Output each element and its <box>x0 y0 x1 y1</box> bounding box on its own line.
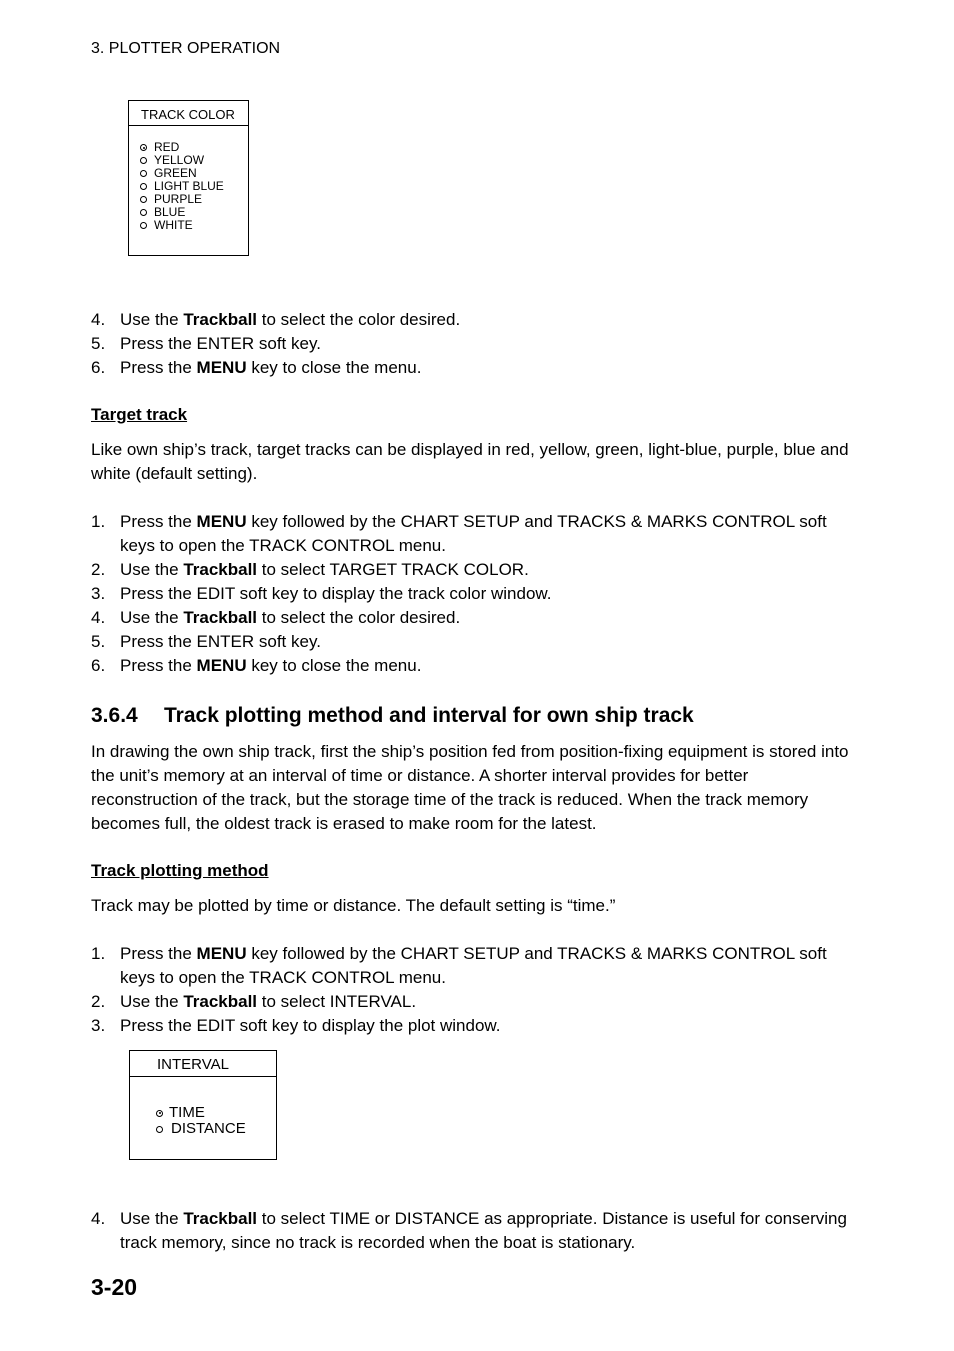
radio-label: BLUE <box>154 205 186 219</box>
item-text: Press the <box>120 358 197 377</box>
radio-label: PURPLE <box>154 192 203 206</box>
item-text: to select the color desired. <box>257 608 461 627</box>
radio-icon <box>140 183 147 190</box>
track-color-title: TRACK COLOR <box>129 101 248 126</box>
item-number: 3. <box>91 1016 106 1035</box>
item-text: to select the color desired. <box>257 310 461 329</box>
list-item <box>91 630 851 654</box>
radio-selected-icon <box>156 1110 163 1117</box>
interval-title: INTERVAL <box>130 1051 276 1077</box>
item-text: Press the ENTER soft key. <box>120 632 321 651</box>
list-item <box>91 356 851 380</box>
item-number: 6. <box>91 656 106 675</box>
list-item <box>91 942 851 990</box>
item-number: 2. <box>91 992 106 1011</box>
list-item <box>91 654 851 678</box>
target-track-heading: Target track <box>91 405 188 424</box>
item-text: key followed by the CHART SETUP and TRACKS & MARKS CONTROL soft keys to open the TRACK CONTROL menu. <box>120 944 827 987</box>
item-text: Use the <box>120 560 184 579</box>
radio-label: YELLOW <box>154 153 205 167</box>
item-bold: Trackball <box>183 608 258 627</box>
item-number: 4. <box>91 310 106 329</box>
item-text: to select INTERVAL. <box>257 992 417 1011</box>
item-number: 4. <box>91 608 106 627</box>
list-item <box>91 582 851 606</box>
item-text: Use the <box>120 992 184 1011</box>
section-title: Track plotting method and interval for own ship track <box>164 704 694 727</box>
interval-options <box>130 1077 276 1137</box>
item-bold: Trackball <box>183 992 258 1011</box>
radio-icon <box>156 1126 163 1133</box>
interval-window <box>129 1050 277 1160</box>
page-number: 3-20 <box>91 1274 138 1300</box>
item-text: Use the <box>120 310 184 329</box>
section-heading <box>91 704 694 728</box>
item-number: 6. <box>91 358 106 377</box>
list-item <box>91 1207 851 1255</box>
item-text: Press the <box>120 944 197 963</box>
item-text: key followed by the CHART SETUP and TRACKS & MARKS CONTROL soft keys to open the TRACK CONTROL menu. <box>120 512 827 555</box>
section-number: 3.6.4 <box>91 704 138 727</box>
list-item <box>91 606 851 630</box>
track-color-window <box>128 100 249 256</box>
item-number: 5. <box>91 334 106 353</box>
item-number: 5. <box>91 632 106 651</box>
item-number: 1. <box>91 944 106 963</box>
running-header: 3. PLOTTER OPERATION <box>91 40 281 57</box>
list-item <box>91 558 851 582</box>
list-item <box>91 308 851 332</box>
item-number: 3. <box>91 584 106 603</box>
item-text: Use the <box>120 1209 184 1228</box>
radio-icon <box>140 196 147 203</box>
radio-option[interactable] <box>156 1105 276 1121</box>
item-number: 1. <box>91 512 106 531</box>
item-number: 4. <box>91 1209 106 1228</box>
list-item <box>91 990 851 1014</box>
radio-label: GREEN <box>154 166 197 180</box>
item-text: key to close the menu. <box>246 358 422 377</box>
radio-label: RED <box>154 140 180 154</box>
item-text: Press the <box>120 512 197 531</box>
target-track-steps <box>91 510 851 678</box>
radio-selected-icon <box>140 144 147 151</box>
item-text: key to close the menu. <box>246 656 422 675</box>
radio-label: LIGHT BLUE <box>154 179 224 193</box>
list-item <box>91 332 851 356</box>
item-bold: MENU <box>196 512 247 531</box>
radio-option[interactable] <box>156 1121 276 1137</box>
item-bold: Trackball <box>183 1209 258 1228</box>
radio-icon <box>140 157 147 164</box>
list-item <box>91 510 851 558</box>
item-text: to select TARGET TRACK COLOR. <box>257 560 529 579</box>
item-bold: MENU <box>196 358 247 377</box>
track-color-options <box>129 126 248 232</box>
item-bold: MENU <box>196 656 247 675</box>
radio-icon <box>140 209 147 216</box>
target-track-intro: Like own ship’s track, target tracks can be displayed in red, yellow, green, light-blue, purple, blue and white (default setting). <box>91 440 849 483</box>
radio-label: DISTANCE <box>171 1120 246 1137</box>
steps-list-b <box>91 1207 851 1255</box>
plotting-method-intro: Track may be plotted by time or distance. The default setting is “time.” <box>91 896 616 915</box>
item-bold: Trackball <box>183 310 258 329</box>
item-bold: MENU <box>196 944 247 963</box>
item-number: 2. <box>91 560 106 579</box>
steps-list-a <box>91 308 851 380</box>
item-text: Use the <box>120 608 184 627</box>
radio-label: WHITE <box>154 218 193 232</box>
item-text: to select TIME or DISTANCE as appropriate. Distance is useful for conserving track memory, since no track is recorded when the boat is stationary. <box>120 1209 847 1252</box>
plotting-method-heading: Track plotting method <box>91 861 269 880</box>
item-text: Press the ENTER soft key. <box>120 334 321 353</box>
radio-icon <box>140 170 147 177</box>
radio-label: TIME <box>169 1104 205 1121</box>
item-text: Press the <box>120 656 197 675</box>
plotting-method-steps <box>91 942 851 1038</box>
item-text: Press the EDIT soft key to display the track color window. <box>120 584 552 603</box>
list-item <box>91 1014 851 1038</box>
item-text: Press the EDIT soft key to display the plot window. <box>120 1016 501 1035</box>
radio-option[interactable] <box>140 219 248 232</box>
radio-icon <box>140 222 147 229</box>
section-intro: In drawing the own ship track, first the ship’s position fed from position-fixing equipment is stored into the unit’s memory at an interval of time or distance. A shorter interval provides for better reconstruction of the track, but the storage time of the track is reduced. When the track memory becomes full, the oldest track is erased to make room for the latest. <box>91 742 849 833</box>
item-bold: Trackball <box>183 560 258 579</box>
